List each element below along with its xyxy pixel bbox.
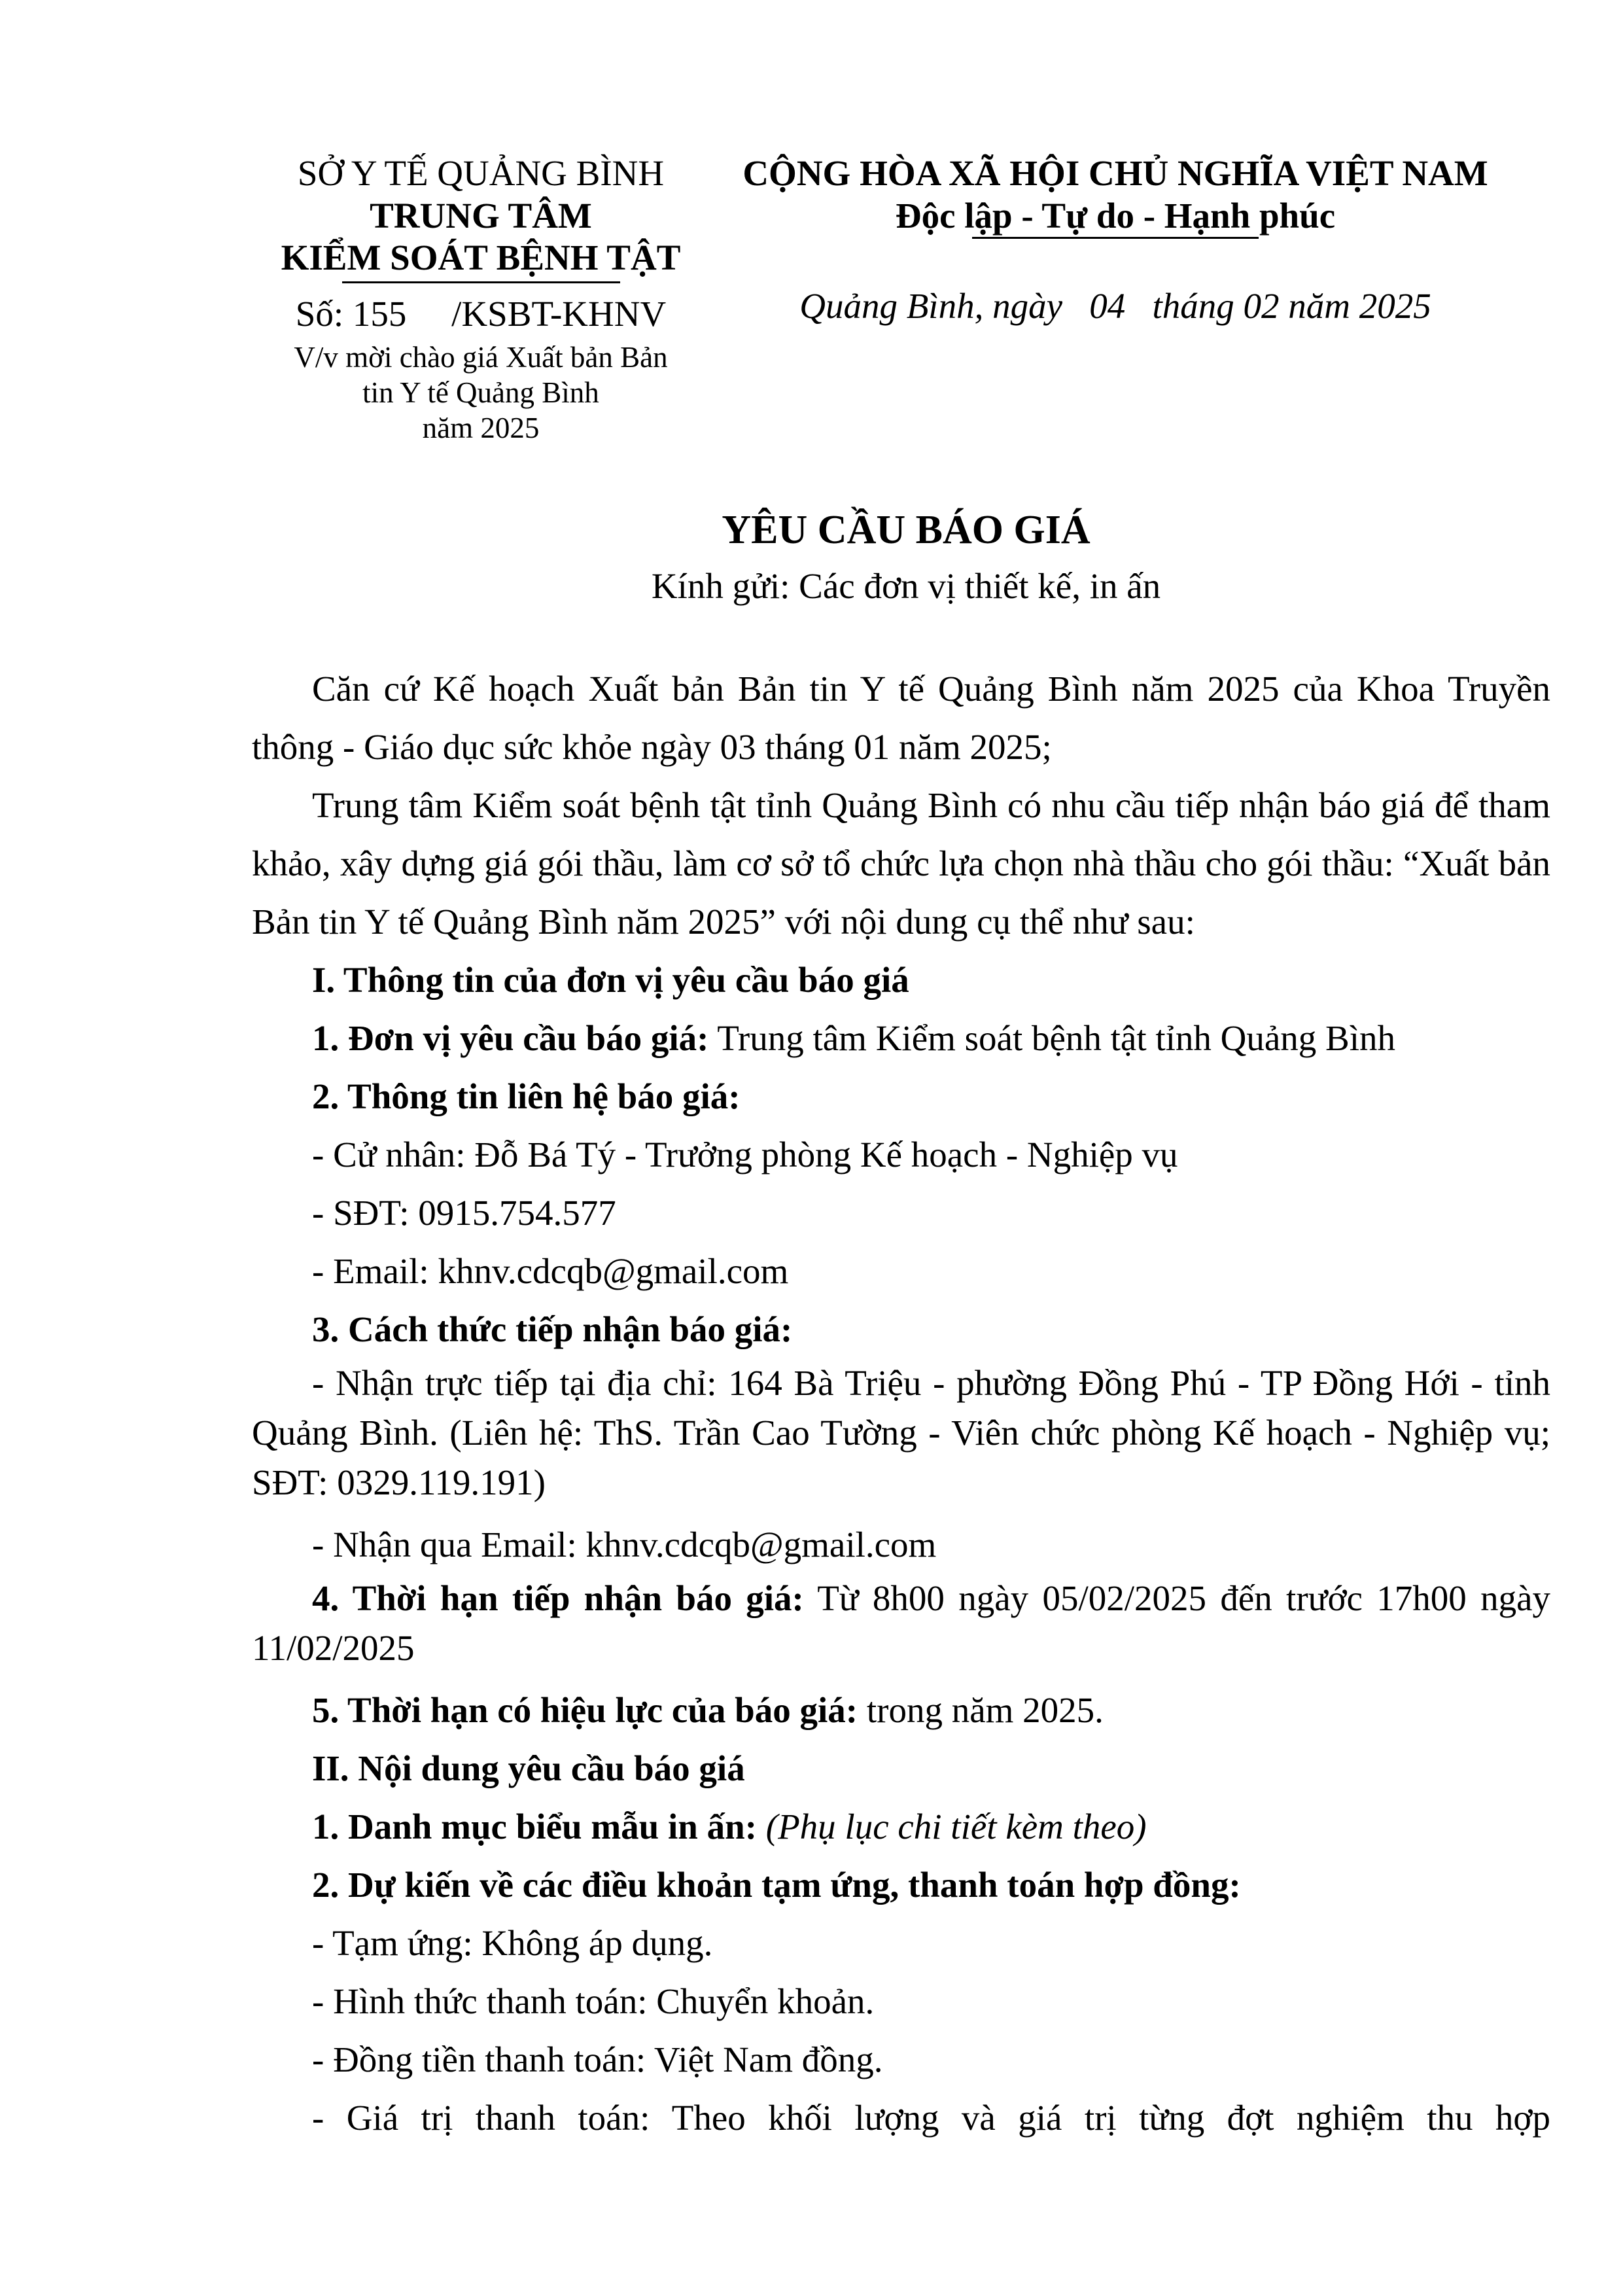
section-2-item-1 — [252, 1797, 1550, 1856]
item-label: 5. Thời hạn có hiệu lực của báo giá: — [312, 1690, 858, 1730]
contact-email: - Email: khnv.cdcqb@gmail.com — [312, 1251, 789, 1291]
subject-line-1: V/v mời chào giá Xuất bản Bản — [294, 341, 668, 374]
payment-method: - Hình thức thanh toán: Chuyển khoản. — [312, 1981, 875, 2021]
document-body — [252, 660, 1550, 2147]
receive-email: - Nhận qua Email: khnv.cdcqb@gmail.com — [312, 1525, 937, 1564]
section-1-item-1 — [252, 1009, 1550, 1067]
section-1-heading: I. Thông tin của đơn vị yêu cầu báo giá — [312, 960, 909, 1000]
issuer-block — [252, 152, 710, 446]
national-motto: Độc lập - Tự do - Hạnh phúc — [895, 196, 1336, 236]
title-block — [252, 504, 1560, 610]
recipient-line: Kính gửi: Các đơn vị thiết kế, in ấn — [651, 566, 1161, 606]
receive-direct: - Nhận trực tiếp tại địa chỉ: 164 Bà Triệu - phường Đồng Phú - TP Đồng Hới - tỉnh Quảng Bình. (Liên hệ: ThS. Trần Cao Tường - Viên chức phòng Kế hoạch - Nghiệp vụ; SĐT: 0329.119.191) — [252, 1363, 1550, 1502]
subject-line-3: năm 2025 — [422, 412, 540, 444]
section-2-item-2: 2. Dự kiến về các điều khoản tạm ứng, thanh toán hợp đồng: — [312, 1865, 1241, 1905]
item-label: 1. Đơn vị yêu cầu báo giá: — [312, 1018, 709, 1058]
item-value: (Phụ lục chi tiết kèm theo) — [757, 1807, 1147, 1846]
item-value: Từ 8h00 ngày 05/02/2025 đến trước 17h00 ngày 11/02/2025 — [252, 1578, 1550, 1668]
contact-person: - Cử nhân: Đỗ Bá Tý - Trưởng phòng Kế hoạch - Nghiệp vụ — [312, 1135, 1178, 1174]
intro-paragraph-1: Căn cứ Kế hoạch Xuất bản Bản tin Y tế Quảng Bình năm 2025 của Khoa Truyền thông - Giáo dục sức khỏe ngày 03 tháng 01 năm 2025; — [252, 669, 1550, 767]
section-1-item-4 — [252, 1574, 1550, 1673]
org-name-line1: TRUNG TÂM — [370, 196, 592, 236]
motto-underline — [972, 237, 1259, 239]
issuer-underline — [342, 281, 620, 283]
subject-line-2: tin Y tế Quảng Bình — [362, 376, 599, 409]
issue-date: Quảng Bình, ngày 04 tháng 02 năm 2025 — [799, 286, 1431, 326]
national-header-block — [710, 152, 1521, 328]
document-title: YÊU CẦU BÁO GIÁ — [722, 508, 1091, 552]
payment-value: - Giá trị thanh toán: Theo khối lượng và giá trị từng đợt nghiệm thu hợp — [312, 2098, 1550, 2138]
item-label: 1. Danh mục biểu mẫu in ấn: — [312, 1807, 758, 1846]
section-1-item-5 — [252, 1681, 1550, 1739]
section-1-item-2: 2. Thông tin liên hệ báo giá: — [312, 1076, 741, 1116]
nation-name: CỘNG HÒA XÃ HỘI CHỦ NGHĨA VIỆT NAM — [742, 153, 1488, 193]
contact-phone: - SĐT: 0915.754.577 — [312, 1193, 616, 1233]
payment-currency: - Đồng tiền thanh toán: Việt Nam đồng. — [312, 2040, 883, 2079]
section-1-item-3: 3. Cách thức tiếp nhận báo giá: — [312, 1309, 793, 1349]
item-label: 4. Thời hạn tiếp nhận báo giá: — [312, 1578, 804, 1618]
ministry-name: SỞ Y TẾ QUẢNG BÌNH — [297, 153, 665, 193]
item-value: Trung tâm Kiểm soát bệnh tật tỉnh Quảng Bình — [708, 1018, 1396, 1058]
document-number: Số: 155 /KSBT-KHNV — [295, 294, 667, 334]
org-name-line2: KIỂM SOÁT BỆNH TẬT — [281, 238, 681, 277]
section-2-heading: II. Nội dung yêu cầu báo giá — [312, 1748, 745, 1788]
advance-payment: - Tạm ứng: Không áp dụng. — [312, 1923, 713, 1963]
item-value: trong năm 2025. — [858, 1690, 1104, 1730]
intro-paragraph-2: Trung tâm Kiểm soát bệnh tật tỉnh Quảng Bình có nhu cầu tiếp nhận báo giá để tham khảo, xây dựng giá gói thầu, làm cơ sở tổ chức lựa chọn nhà thầu cho gói thầu: “Xuất bản Bản tin Y tế Quảng Bình năm 2025” với nội dung cụ thể như sau: — [252, 785, 1550, 942]
